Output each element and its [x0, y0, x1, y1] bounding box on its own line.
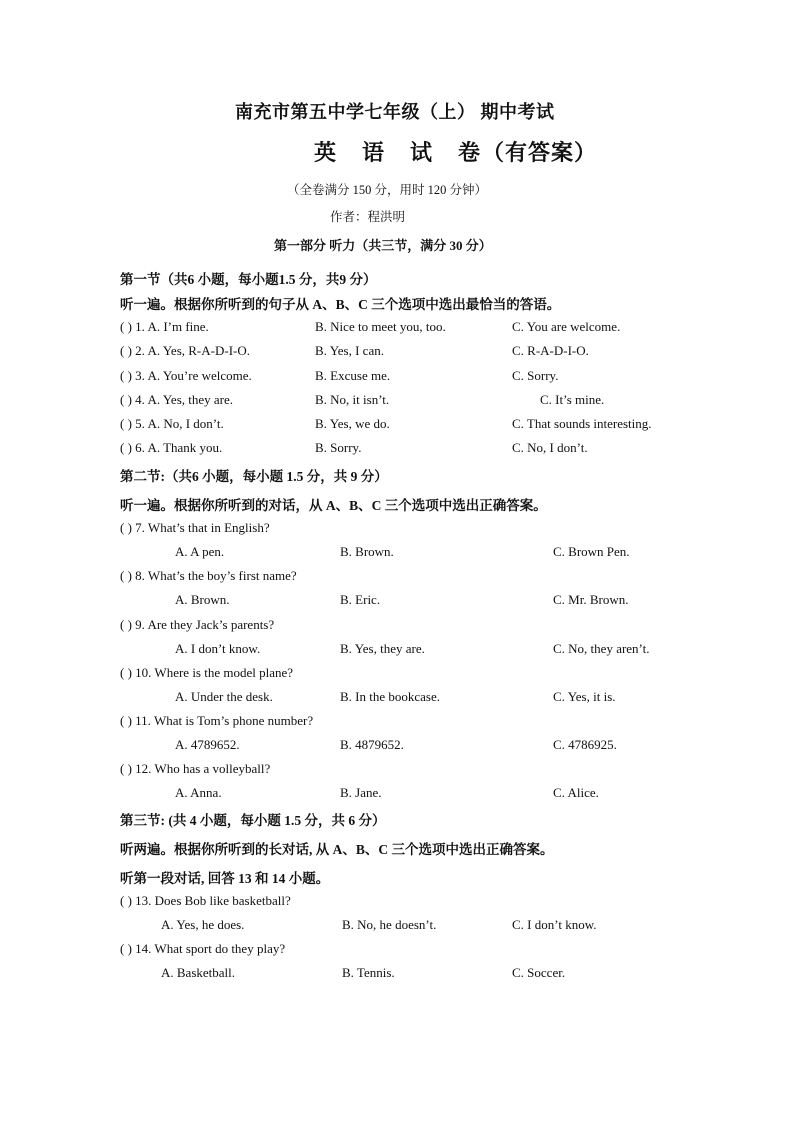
question-stem: ( ) 11. What is Tom’s phone number?: [120, 713, 314, 728]
option-b: B. Yes, we do.: [315, 416, 390, 431]
section-2-title: 第二节:（共6 小题，每小题 1.5 分，共 9 分）: [120, 469, 388, 484]
question-stem: ( ) 10. Where is the model plane?: [120, 665, 294, 680]
option-b: B. Yes, I can.: [315, 343, 384, 358]
section-1-title: 第一节（共6 小题，每小题1.5 分，共9 分）: [120, 272, 377, 287]
subject-suffix: （有答案）: [482, 140, 598, 165]
subject-char-1: 英: [314, 140, 338, 165]
option-a: A. Yes, he does.: [161, 917, 245, 932]
exam-title: 南充市第五中学七年级（上） 期中考试: [235, 102, 555, 122]
option-b: B. Jane.: [340, 785, 382, 800]
question-stem: ( ) 12. Who has a volleyball?: [120, 761, 271, 776]
option-c: C. That sounds interesting.: [512, 416, 652, 431]
question-stem: ( ) 9. Are they Jack’s parents?: [120, 617, 275, 632]
option-c: C. Yes, it is.: [553, 689, 616, 704]
score-note: （全卷满分 150 分，用时 120 分钟）: [287, 183, 488, 197]
option-c: C. Soccer.: [512, 965, 566, 980]
option-a: A. Brown.: [175, 592, 230, 607]
subject-char-4: 卷: [458, 140, 482, 165]
part-one-title: 第一部分 听力（共三节，满分 30 分）: [274, 238, 492, 253]
option-b: B. Sorry.: [315, 440, 362, 455]
option-a: A. Under the desk.: [175, 689, 273, 704]
question-stem: ( ) 1. A. I’m fine.: [120, 319, 209, 334]
option-b: B. No, it isn’t.: [315, 392, 390, 407]
option-c: C. 4786925.: [553, 737, 617, 752]
section-2-instruction: 听一遍。根据你所听到的对话，从 A、B、C 三个选项中选出正确答案。: [120, 498, 547, 513]
question-stem: ( ) 5. A. No, I don’t.: [120, 416, 224, 431]
option-b: B. Nice to meet you, too.: [315, 319, 446, 334]
question-stem: ( ) 14. What sport do they play?: [120, 941, 286, 956]
option-b: B. Eric.: [340, 592, 381, 607]
option-a: A. 4789652.: [175, 737, 240, 752]
option-b: B. In the bookcase.: [340, 689, 441, 704]
dialogue-note: 听第一段对话, 回答 13 和 14 小题。: [120, 871, 330, 886]
subject-char-2: 语: [362, 140, 386, 165]
option-b: B. Yes, they are.: [340, 641, 425, 656]
option-c: C. Brown Pen.: [553, 544, 630, 559]
option-b: B. Tennis.: [342, 965, 395, 980]
option-c: C. You are welcome.: [512, 319, 621, 334]
option-c: C. I don’t know.: [512, 917, 597, 932]
question-stem: ( ) 4. A. Yes, they are.: [120, 392, 234, 407]
option-a: A. A pen.: [175, 544, 225, 559]
option-a: A. I don’t know.: [175, 641, 261, 656]
question-stem: ( ) 8. What’s the boy’s first name?: [120, 568, 297, 583]
option-c: C. R-A-D-I-O.: [512, 343, 589, 358]
subject-char-3: 试: [410, 140, 434, 165]
author-line: 作者：程洪明: [330, 210, 406, 224]
option-c: C. Mr. Brown.: [553, 592, 629, 607]
section-1-instruction: 听一遍。根据你所听到的句子从 A、B、C 三个选项中选出最恰当的答语。: [120, 297, 561, 312]
option-c: C. Sorry.: [512, 368, 559, 383]
option-a: A. Basketball.: [161, 965, 236, 980]
question-stem: ( ) 6. A. Thank you.: [120, 440, 223, 455]
option-c: C. It’s mine.: [540, 392, 605, 407]
option-c: C. Alice.: [553, 785, 599, 800]
option-b: B. Excuse me.: [315, 368, 391, 383]
question-stem: ( ) 7. What’s that in English?: [120, 520, 270, 535]
option-c: C. No, they aren’t.: [553, 641, 650, 656]
option-b: B. No, he doesn’t.: [342, 917, 437, 932]
option-a: A. Anna.: [175, 785, 222, 800]
question-stem: ( ) 2. A. Yes, R-A-D-I-O.: [120, 343, 250, 358]
section-3-title: 第三节: (共 4 小题，每小题 1.5 分，共 6 分）: [120, 813, 386, 828]
option-c: C. No, I don’t.: [512, 440, 588, 455]
question-stem: ( ) 13. Does Bob like basketball?: [120, 893, 291, 908]
section-3-instruction: 听两遍。根据你所听到的长对话, 从 A、B、C 三个选项中选出正确答案。: [120, 842, 554, 857]
option-b: B. 4879652.: [340, 737, 404, 752]
option-b: B. Brown.: [340, 544, 394, 559]
question-stem: ( ) 3. A. You’re welcome.: [120, 368, 252, 383]
